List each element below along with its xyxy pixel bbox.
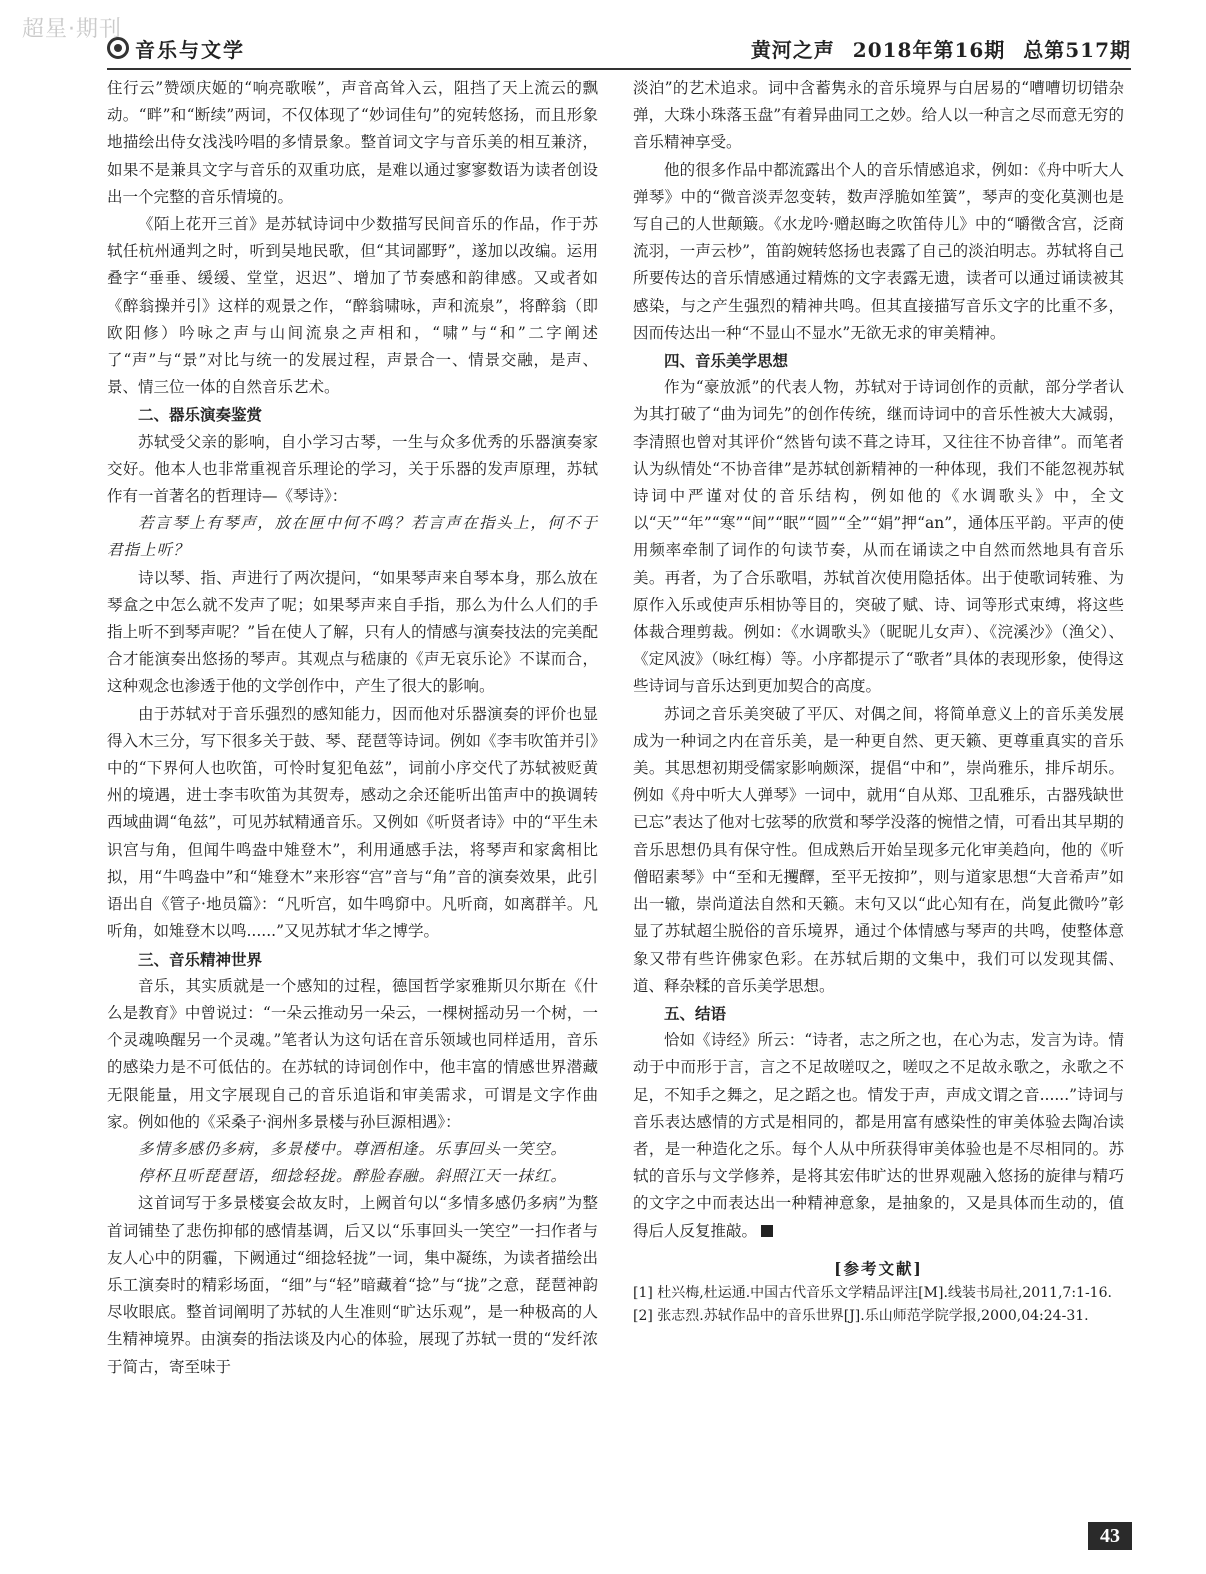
paragraph: 淡泊”的艺术追求。词中含蓄隽永的音乐境界与白居易的“嘈嘈切切错杂弹，大珠小珠落玉盘”有着异曲同工之妙。给人以一种言之尽而意无穷的音乐精神享受。 [633, 79, 1124, 152]
section-heading: 三、音乐精神世界 [138, 949, 263, 969]
paragraph: 音乐，其实质就是一个感知的过程，德国哲学家雅斯贝尔斯在《什么是教育》中曾说过：“一朵云推动另一朵云，一棵树摇动另一个树，一个灵魂唤醒另一个灵魂。”笔者认为这句话在音乐领域也同样适用，音乐的感染力是不可低估的。在苏轼的诗词创作中，他丰富的情感世界潜藏无限能量，用文字展现自己的音乐追诣和审美需求，可谓是文字作曲家。例如他的《采桑子·润州多景楼与孙巨源相遇》： [107, 976, 598, 1131]
right-column [633, 75, 1124, 1328]
references-title: [参考文献] [834, 1258, 923, 1278]
section-heading: 二、器乐演奏鉴赏 [138, 405, 263, 425]
end-mark [761, 1225, 773, 1237]
section-heading: 五、结语 [664, 1003, 727, 1023]
reference-item: [2] 张志烈.苏轼作品中的音乐世界[J].乐山师范学院学报,2000,04:24-31. [633, 1307, 1089, 1324]
reference-item: [1] 杜兴梅,杜运通.中国古代音乐文学精品评注[M].线装书局社,2011,7:1-16. [633, 1284, 1112, 1301]
paragraph: 苏词之音乐美突破了平仄、对偶之间，将简单意义上的音乐美发展成为一种词之内在音乐美，是一种更自然、更天籁、更尊重真实的音乐美。其思想初期受儒家影响颇深，提倡“中和”，崇尚雅乐，排斥胡乐。例如《舟中听大人弹琴》一词中，就用“自从郑、卫乱雅乐，古器残缺世已忘”表达了他对七弦琴的欣赏和琴学没落的惋惜之情，可看出其早期的音乐思想仍具有保守性。但成熟后开始呈现多元化审美趋向，他的《听僧昭素琴》中“至和无攫醳，至平无按抑”，则与道家思想“大音希声”如出一辙，崇尚道法自然和天籁。末句又以“此心知有在，尚复此微吟”彰显了苏轼超尘脱俗的音乐境界，通过个体情感与琴声的共鸣，使整体意象又带有些许佛家色彩。在苏轼后期的文集中，我们可以发现其儒、道、释杂糅的音乐美学思想。 [633, 704, 1124, 995]
paragraph: 这首词写于多景楼宴会故友时，上阙首句以“多情多感仍多病”为整首词铺垫了悲伤抑郁的感情基调，后又以“乐事回头一笑空”一扫作者与友人心中的阴霾，下阙通过“细捻轻拢”一词，集中凝练，为读者描绘出乐工演奏时的精彩场面，“细”与“轻”暗藏着“捻”与“拢”之意，琵琶神韵尽收眼底。整首词阐明了苏轼的人生准则“旷达乐观”，是一种极高的人生精神境界。由演奏的指法谈及内心的体验，展现了苏轼一贯的“发纤浓于简古，寄至味于 [107, 1194, 598, 1376]
paragraph: 作为“豪放派”的代表人物，苏轼对于诗词创作的贡献，部分学者认为其打破了“曲为词先”的创作传统，继而诗词中的音乐性被大大减弱，李清照也曾对其评价“然皆句读不葺之诗耳，又往往不协音律”。而笔者认为纵情处“不协音律”是苏轼创新精神的一种体现，我们不能忽视苏轼诗词中严谨对仗的音乐结构，例如他的《水调歌头》中，全文以“天”“年”“寒”“间”“眠”“圆”“全”“娟”押“an”，通体压平韵。平声的使用频率牵制了词作的句读节奏，从而在诵读之中自然而然地具有音乐美。再者，为了合乐歌唱，苏轼首次使用隐括体。出于使歌词转雅、为原作入乐或使声乐相协等目的，突破了赋、诗、词等形式束缚，将这些体裁合理剪裁。例如：《水调歌头》（昵昵儿女声）、《浣溪沙》（渔父）、《定风波》（咏红梅）等。小序都提示了“歌者”具体的表现形象，使得这些诗词与音乐达到更加契合的高度。 [633, 378, 1124, 696]
paragraph: 住行云”赞颂庆姬的“响亮歌喉”，声音高耸入云，阻挡了天上流云的飘动。“畔”和“断续”两词，不仅体现了“妙词佳句”的宛转悠扬，而且形象地描绘出侍女浅浅吟唱的多情景象。整首词文字与音乐美的相互兼济，如果不是兼具文字与音乐的双重功底，是难以通过寥寥数语为读者创设出一个完整的音乐情境的。 [107, 79, 598, 206]
watermark: 超星·期刊 [22, 17, 122, 42]
section-heading: 四、音乐美学思想 [664, 351, 789, 371]
journal-info [741, 34, 1131, 63]
left-column [107, 75, 598, 1381]
paragraph: 苏轼受父亲的影响，自小学习古琴，一生与众多优秀的乐器演奏家交好。他本人也非常重视音乐理论的学习，关于乐器的发声原理，苏轼作有一首著名的哲理诗—《琴诗》： [107, 432, 598, 506]
poem-quote: 若言琴上有琴声，放在匣中何不鸣？若言声在指头上，何不于君指上听？ [107, 514, 598, 560]
poem-quote: 停杯且听琵琶语，细捻轻拢。醉脸春融。斜照江天一抹红。 [138, 1167, 568, 1186]
page-number: 43 [1088, 1522, 1132, 1550]
paragraph: 由于苏轼对于音乐强烈的感知能力，因而他对乐器演奏的评价也显得入木三分，写下很多关于鼓、琴、琵琶等诗词。例如《李韦吹笛并引》中的“下界何人也吹笛，可怜时复犯龟兹”，词前小序交代了苏轼被贬黄州的境遇，进士李韦吹笛为其贺寿，感动之余还能听出笛声中的换调转西域曲调“龟兹”，可见苏轼精通音乐。又例如《听贤者诗》中的“平生未识宫与角，但闻牛鸣盎中雉登木”，利用通感手法，将琴声和家禽相比拟，用“牛鸣盎中”和“雉登木”来形容“宫”音与“角”音的演奏效果，此引语出自《管子·地员篇》：“凡听宫，如牛鸣窌中。凡听商，如离群羊。凡听角，如雉登木以鸣......”又见苏轼才华之博学。 [107, 704, 598, 941]
issue-number: 2018年第16期 [852, 38, 1006, 62]
section-label: 音乐与文学 [135, 38, 245, 62]
paragraph: 诗以琴、指、声进行了两次提问，“如果琴声来自琴本身，那么放在琴盒之中怎么就不发声了呢；如果琴声来自手指，那么为什么人们的手指上听不到琴声呢？”旨在使人了解，只有人的情感与演奏技法的完美配合才能演奏出悠扬的琴声。其观点与嵇康的《声无哀乐论》不谋而合，这种观念也渗透于他的文学创作中，产生了很大的影响。 [107, 568, 598, 696]
poem-quote: 多情多感仍多病，多景楼中。尊酒相逢。乐事回头一笑空。 [138, 1139, 568, 1158]
paragraph: 《陌上花开三首》是苏轼诗词中少数描写民间音乐的作品，作于苏轼任杭州通判之时，听到吴地民歌，但“其词鄙野”，遂加以改编。运用叠字“垂垂、缓缓、堂堂，迟迟”、增加了节奏感和韵律感。又或者如《醉翁操并引》这样的观景之作，“醉翁啸咏，声和流泉”，将醉翁（即欧阳修）吟咏之声与山间流泉之声相和，“啸”与“和”二字阐述了“声”与“景”对比与统一的发展过程，声景合一、情景交融，是声、景、情三位一体的自然音乐艺术。 [107, 215, 598, 397]
page-header [107, 28, 1131, 70]
journal-name: 黄河之声 [750, 38, 835, 62]
paragraph: 他的很多作品中都流露出个人的音乐情感追求，例如：《舟中听大人弹琴》中的“微音淡弄忽变转，数声浮脆如笙簧”，琴声的变化莫测也是写自己的人世颠簸。《水龙吟·赠赵晦之吹笛侍儿》中的“嚼徵含宫，泛商流羽，一声云杪”，笛韵婉转悠扬也表露了自己的淡泊明志。苏轼将自己所要传达的音乐情感通过精炼的文字表露无遗，读者可以通过诵读被其感染，与之产生强烈的精神共鸣。但其直接描写音乐文字的比重不多，因而传达出一种“不显山不显水”无欲无求的审美精神。 [633, 160, 1124, 342]
section-title [107, 34, 245, 63]
total-issue: 总第517期 [1023, 38, 1131, 62]
paragraph: 恰如《诗经》所云：“诗者，志之所之也，在心为志，发言为诗。情动于中而形于言，言之不足故嗟叹之，嗟叹之不足故永歌之，永歌之不足，不知手之舞之，足之蹈之也。情发于声，声成文谓之音......”诗词与音乐表达感情的方式是相同的，都是用富有感染性的审美体验去陶冶读者，是一种造化之乐。每个人从中所获得审美体验也是不尽相同的。苏轼的音乐与文学修养，是将其宏伟旷达的世界观融入悠扬的旋律与精巧的文字之中而表达出一种精神意象，是抽象的，又是具体而生动的，值得后人反复推敲。 [633, 1031, 1124, 1240]
target-icon [107, 37, 129, 59]
